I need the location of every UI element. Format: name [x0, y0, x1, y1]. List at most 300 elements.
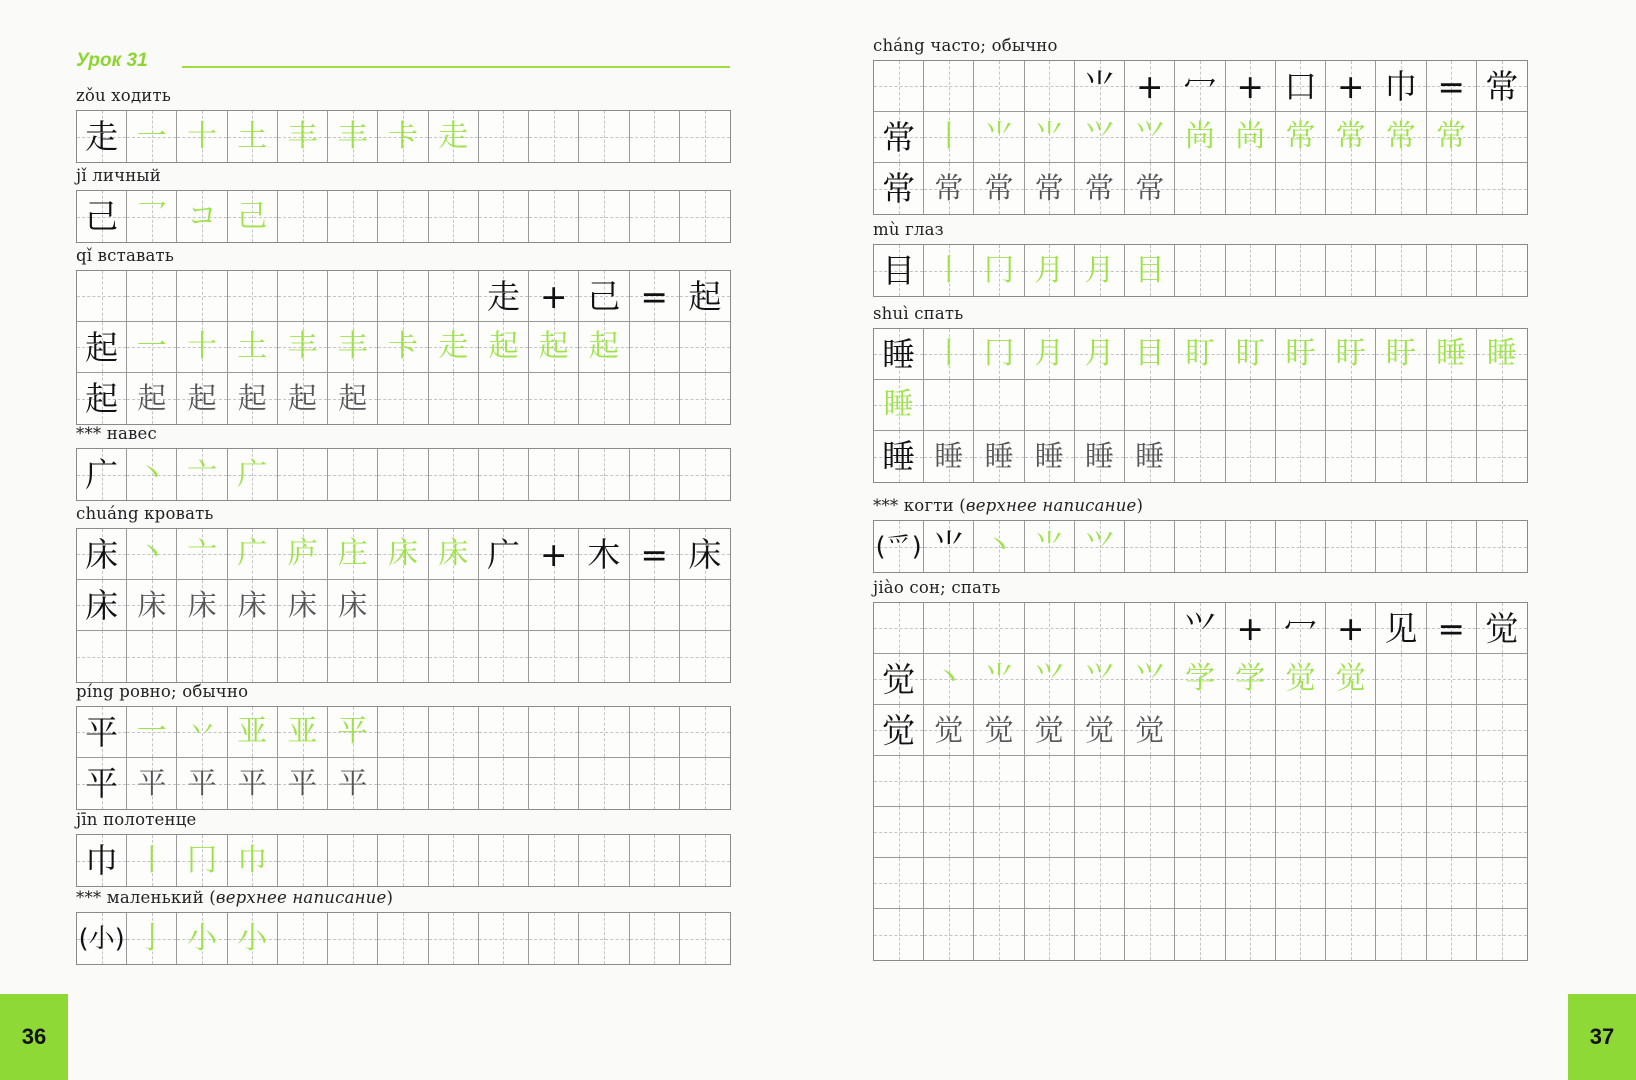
stroke-order-cell — [529, 322, 579, 373]
empty-practice-cell — [1326, 756, 1376, 807]
practice-grid — [873, 602, 1528, 961]
character-glyph: + — [1336, 608, 1365, 648]
empty-practice-cell — [1075, 756, 1125, 807]
model-character-cell — [579, 271, 629, 322]
empty-practice-cell — [1477, 909, 1527, 960]
stroke-order-cell — [177, 835, 227, 886]
empty-practice-cell — [479, 449, 529, 500]
stroke-order-cell — [1427, 329, 1477, 380]
empty-practice-cell — [1326, 705, 1376, 756]
character-glyph: ⺍ — [1183, 608, 1217, 648]
character-glyph: 一 — [136, 118, 167, 154]
model-character-cell — [1427, 603, 1477, 654]
empty-practice-cell — [529, 631, 579, 682]
empty-practice-cell — [529, 111, 579, 162]
empty-practice-cell — [328, 913, 378, 964]
empty-practice-cell — [1125, 521, 1175, 572]
character-glyph: = — [640, 534, 668, 574]
empty-practice-cell — [378, 449, 428, 500]
character-glyph: 觉 — [1034, 712, 1064, 747]
character-glyph: 觉 — [1335, 661, 1366, 696]
stroke-order-cell — [974, 245, 1024, 296]
empty-practice-cell — [579, 580, 629, 631]
empty-practice-cell — [680, 758, 730, 809]
empty-practice-cell — [1025, 807, 1075, 858]
empty-practice-cell — [1125, 858, 1175, 909]
model-character-cell — [529, 271, 579, 322]
trace-character-cell — [974, 431, 1024, 482]
character-glyph: 睡 — [883, 387, 914, 422]
empty-practice-cell — [630, 373, 680, 424]
character-glyph: 广 — [237, 456, 268, 492]
character-glyph: 常 — [1135, 171, 1165, 205]
practice-grid — [76, 834, 731, 887]
empty-practice-cell — [278, 835, 328, 886]
empty-practice-cell — [1326, 245, 1376, 296]
stroke-order-cell — [1125, 112, 1175, 163]
empty-practice-cell — [1477, 705, 1527, 756]
empty-practice-cell — [1276, 858, 1326, 909]
character-glyph: 广 — [85, 455, 119, 494]
empty-practice-cell — [479, 373, 529, 424]
empty-practice-cell — [529, 835, 579, 886]
empty-practice-cell — [378, 373, 428, 424]
stroke-order-cell — [177, 707, 227, 758]
practice-grid — [76, 110, 731, 163]
stroke-order-cell — [177, 111, 227, 162]
empty-practice-cell — [1075, 807, 1125, 858]
model-character-cell — [1326, 61, 1376, 112]
stroke-order-cell — [1025, 329, 1075, 380]
character-glyph: 走 — [486, 276, 520, 316]
empty-practice-cell — [1326, 431, 1376, 482]
character-glyph: 丨 — [136, 842, 167, 878]
entry-heading-text: mù глаз — [873, 220, 944, 239]
model-character-cell — [1175, 61, 1225, 112]
model-character-cell — [77, 373, 127, 424]
character-glyph: 起 — [85, 327, 119, 367]
model-character-cell — [1477, 61, 1527, 112]
empty-practice-cell — [1427, 858, 1477, 909]
stroke-order-cell — [228, 529, 278, 580]
model-character-cell — [680, 529, 730, 580]
character-glyph: 觉 — [934, 712, 964, 747]
character-glyph: 卡 — [387, 329, 418, 364]
stroke-order-cell — [278, 322, 328, 373]
empty-practice-cell — [1376, 909, 1426, 960]
character-glyph: 睡 — [1085, 439, 1115, 473]
character-glyph: 常 — [934, 171, 964, 205]
model-character-cell — [874, 431, 924, 482]
stroke-order-cell — [429, 529, 479, 580]
character-glyph: (爫) — [875, 531, 922, 562]
empty-practice-cell — [127, 271, 177, 322]
character-glyph: 床 — [85, 585, 119, 625]
entry-heading — [873, 304, 963, 323]
empty-practice-cell — [874, 61, 924, 112]
stroke-order-cell — [278, 529, 328, 580]
empty-practice-cell — [278, 913, 328, 964]
empty-practice-cell — [1427, 705, 1477, 756]
stroke-order-cell — [1376, 112, 1426, 163]
character-glyph: 觉 — [1085, 712, 1115, 747]
model-character-cell — [77, 191, 127, 242]
trace-character-cell — [924, 705, 974, 756]
character-glyph: 己 — [587, 276, 621, 316]
character-glyph: ⺌ — [1034, 119, 1065, 154]
character-glyph: 学 — [1184, 661, 1215, 696]
model-character-cell — [1326, 603, 1376, 654]
stroke-order-cell — [1276, 112, 1326, 163]
empty-practice-cell — [479, 580, 529, 631]
character-glyph: 冖 — [1183, 66, 1217, 106]
empty-practice-cell — [1477, 380, 1527, 431]
character-glyph: + — [1336, 66, 1365, 106]
empty-practice-cell — [1427, 521, 1477, 572]
character-glyph: 平 — [288, 766, 318, 800]
character-glyph: 尚 — [1184, 119, 1215, 154]
stroke-order-cell — [177, 449, 227, 500]
character-glyph: 床 — [387, 536, 418, 571]
empty-practice-cell — [1226, 431, 1276, 482]
model-character-cell — [630, 529, 680, 580]
model-character-cell — [1276, 603, 1326, 654]
character-glyph: 平 — [338, 766, 368, 800]
character-glyph: 巾 — [1384, 66, 1418, 106]
empty-practice-cell — [429, 758, 479, 809]
trace-character-cell — [278, 580, 328, 631]
empty-practice-cell — [924, 858, 974, 909]
character-glyph: 盱 — [1285, 336, 1316, 371]
character-glyph: 丰 — [337, 118, 368, 154]
empty-practice-cell — [1477, 112, 1527, 163]
trace-character-cell — [328, 580, 378, 631]
empty-practice-cell — [1276, 756, 1326, 807]
empty-practice-cell — [1376, 807, 1426, 858]
model-character-cell — [1376, 603, 1426, 654]
character-glyph: 丰 — [287, 329, 318, 364]
empty-practice-cell — [1376, 431, 1426, 482]
empty-practice-cell — [1025, 61, 1075, 112]
character-glyph: 小 — [237, 920, 268, 956]
character-glyph: ⺌ — [984, 661, 1015, 696]
empty-practice-cell — [479, 111, 529, 162]
entry-heading-text: píng ровно; обычно — [76, 682, 249, 701]
model-character-cell — [479, 529, 529, 580]
character-glyph: 见 — [1384, 608, 1418, 648]
character-glyph: 常 — [1285, 119, 1316, 154]
model-character-cell — [1125, 61, 1175, 112]
model-character-cell — [1427, 61, 1477, 112]
page-number-left: 36 — [0, 994, 68, 1080]
empty-practice-cell — [479, 631, 529, 682]
stroke-order-cell — [1226, 654, 1276, 705]
character-glyph: 睡 — [1486, 336, 1517, 371]
character-glyph: 盱 — [1385, 336, 1416, 371]
entry-heading-text: zǒu ходить — [76, 86, 172, 105]
character-glyph: 尚 — [1235, 119, 1266, 154]
empty-practice-cell — [328, 191, 378, 242]
stroke-order-cell — [579, 322, 629, 373]
empty-practice-cell — [680, 191, 730, 242]
empty-practice-cell — [1175, 245, 1225, 296]
character-glyph: 月 — [1084, 252, 1115, 288]
trace-character-cell — [1025, 163, 1075, 214]
page-number-right: 37 — [1568, 994, 1636, 1080]
empty-practice-cell — [680, 707, 730, 758]
character-glyph: 卡 — [387, 118, 418, 154]
empty-practice-cell — [924, 756, 974, 807]
empty-practice-cell — [1175, 521, 1225, 572]
stroke-order-cell — [228, 835, 278, 886]
empty-practice-cell — [378, 191, 428, 242]
empty-practice-cell — [479, 913, 529, 964]
character-glyph: 床 — [338, 587, 368, 622]
empty-practice-cell — [974, 858, 1024, 909]
empty-practice-cell — [429, 631, 479, 682]
stroke-order-cell — [1175, 329, 1225, 380]
character-glyph: ⺍ — [1084, 661, 1115, 696]
empty-practice-cell — [479, 835, 529, 886]
stroke-order-cell — [127, 529, 177, 580]
right-page — [818, 0, 1636, 1080]
stroke-order-cell — [1125, 245, 1175, 296]
empty-practice-cell — [1175, 163, 1225, 214]
practice-grid — [873, 520, 1528, 573]
empty-practice-cell — [77, 631, 127, 682]
empty-practice-cell — [874, 603, 924, 654]
empty-practice-cell — [974, 603, 1024, 654]
empty-practice-cell — [529, 707, 579, 758]
character-glyph: 床 — [237, 587, 267, 622]
lesson-title: Урок 31 — [76, 50, 148, 71]
character-glyph: = — [1437, 608, 1465, 648]
entry-heading-text: ) — [386, 888, 394, 907]
character-glyph: 目 — [1134, 336, 1165, 371]
empty-practice-cell — [77, 271, 127, 322]
character-glyph: 睡 — [934, 439, 964, 473]
empty-practice-cell — [328, 449, 378, 500]
empty-practice-cell — [680, 913, 730, 964]
empty-practice-cell — [1376, 245, 1426, 296]
empty-practice-cell — [1376, 380, 1426, 431]
character-glyph: 觉 — [1485, 608, 1519, 648]
trace-character-cell — [177, 580, 227, 631]
character-glyph: 冂 — [984, 252, 1015, 288]
empty-practice-cell — [529, 191, 579, 242]
empty-practice-cell — [1025, 909, 1075, 960]
trace-character-cell — [1025, 705, 1075, 756]
stroke-order-cell — [228, 322, 278, 373]
entry-heading — [76, 86, 171, 105]
empty-practice-cell — [1326, 521, 1376, 572]
stroke-order-cell — [479, 322, 529, 373]
stroke-order-cell — [378, 111, 428, 162]
character-glyph: 冂 — [984, 336, 1015, 371]
empty-practice-cell — [378, 835, 428, 886]
character-glyph: 走 — [85, 117, 119, 156]
model-character-cell — [77, 529, 127, 580]
character-glyph: + — [539, 276, 568, 316]
empty-practice-cell — [1075, 858, 1125, 909]
entry-heading — [873, 496, 1143, 515]
character-glyph: 己 — [85, 197, 119, 236]
empty-practice-cell — [1175, 909, 1225, 960]
empty-practice-cell — [328, 271, 378, 322]
character-glyph: 平 — [85, 764, 119, 803]
empty-practice-cell — [1226, 858, 1276, 909]
empty-practice-cell — [1125, 603, 1175, 654]
empty-practice-cell — [278, 449, 328, 500]
empty-practice-cell — [1477, 245, 1527, 296]
empty-practice-cell — [974, 380, 1024, 431]
stroke-order-cell — [328, 111, 378, 162]
character-glyph: 觉 — [984, 712, 1014, 747]
entry-heading — [76, 888, 393, 907]
character-glyph: 床 — [137, 587, 167, 622]
character-glyph: 月 — [1034, 336, 1065, 371]
character-glyph: ⺌ — [1034, 528, 1065, 564]
empty-practice-cell — [974, 807, 1024, 858]
empty-practice-cell — [1326, 380, 1376, 431]
stroke-order-cell — [1025, 245, 1075, 296]
empty-practice-cell — [278, 271, 328, 322]
trace-character-cell — [127, 580, 177, 631]
character-glyph: 觉 — [1285, 661, 1316, 696]
character-glyph: 起 — [85, 379, 119, 418]
character-glyph: 床 — [85, 534, 119, 574]
empty-practice-cell — [1276, 705, 1326, 756]
stroke-order-cell — [1326, 329, 1376, 380]
stroke-order-cell — [228, 449, 278, 500]
empty-practice-cell — [1276, 521, 1326, 572]
empty-practice-cell — [1376, 521, 1426, 572]
empty-practice-cell — [529, 758, 579, 809]
empty-practice-cell — [579, 373, 629, 424]
empty-practice-cell — [1025, 858, 1075, 909]
empty-practice-cell — [579, 449, 629, 500]
trace-character-cell — [1125, 163, 1175, 214]
character-glyph: 常 — [1335, 119, 1366, 154]
empty-practice-cell — [177, 271, 227, 322]
empty-practice-cell — [1276, 807, 1326, 858]
character-glyph: 睡 — [882, 437, 916, 476]
stroke-order-cell — [1125, 654, 1175, 705]
character-glyph: 丶 — [933, 661, 964, 696]
stroke-order-cell — [1175, 654, 1225, 705]
empty-practice-cell — [429, 449, 479, 500]
model-character-cell — [874, 705, 924, 756]
empty-practice-cell — [429, 707, 479, 758]
empty-practice-cell — [378, 580, 428, 631]
empty-practice-cell — [974, 909, 1024, 960]
entry-heading — [76, 810, 196, 829]
character-glyph: 起 — [488, 329, 519, 364]
character-glyph: (小) — [78, 923, 125, 954]
empty-practice-cell — [680, 322, 730, 373]
practice-grid — [76, 912, 731, 965]
trace-character-cell — [1075, 431, 1125, 482]
empty-practice-cell — [1075, 909, 1125, 960]
stroke-order-cell — [1075, 112, 1125, 163]
character-glyph: 盱 — [1335, 336, 1366, 371]
empty-practice-cell — [479, 191, 529, 242]
empty-practice-cell — [177, 631, 227, 682]
empty-practice-cell — [429, 373, 479, 424]
empty-practice-cell — [1075, 380, 1125, 431]
character-glyph: 丰 — [337, 329, 368, 364]
stroke-order-cell — [228, 707, 278, 758]
character-glyph: 口 — [1283, 66, 1317, 106]
lesson-title-rule — [182, 66, 730, 68]
character-glyph: 学 — [1235, 661, 1266, 696]
character-glyph: 常 — [882, 117, 916, 157]
character-glyph: 广 — [486, 534, 520, 574]
character-glyph: ⺌ — [984, 119, 1015, 154]
empty-practice-cell — [1125, 756, 1175, 807]
empty-practice-cell — [1477, 807, 1527, 858]
practice-grid — [76, 190, 731, 243]
stroke-order-cell — [924, 112, 974, 163]
stroke-order-cell — [429, 322, 479, 373]
stroke-order-cell — [1075, 521, 1125, 572]
stroke-order-cell — [177, 913, 227, 964]
character-glyph: 亚 — [237, 714, 268, 749]
stroke-order-cell — [278, 111, 328, 162]
stroke-order-cell — [378, 322, 428, 373]
empty-practice-cell — [924, 61, 974, 112]
stroke-order-cell — [1075, 329, 1125, 380]
model-character-cell — [479, 271, 529, 322]
empty-practice-cell — [127, 631, 177, 682]
empty-practice-cell — [1427, 654, 1477, 705]
stroke-order-cell — [1025, 521, 1075, 572]
empty-practice-cell — [1276, 431, 1326, 482]
character-glyph: 床 — [288, 587, 318, 622]
stroke-order-cell — [1276, 329, 1326, 380]
character-glyph: 丶 — [136, 456, 167, 492]
stroke-order-cell — [127, 449, 177, 500]
empty-practice-cell — [278, 191, 328, 242]
trace-character-cell — [974, 705, 1024, 756]
empty-practice-cell — [1226, 756, 1276, 807]
character-glyph: 丨 — [933, 336, 964, 371]
empty-practice-cell — [579, 111, 629, 162]
character-glyph: ⺍ — [1084, 119, 1115, 154]
model-character-cell — [874, 245, 924, 296]
character-glyph: 土 — [237, 118, 268, 154]
model-character-cell — [1376, 61, 1426, 112]
empty-practice-cell — [1427, 245, 1477, 296]
stroke-order-cell — [924, 245, 974, 296]
stroke-order-cell — [924, 329, 974, 380]
character-glyph: 十 — [187, 329, 218, 364]
stroke-order-cell — [1226, 112, 1276, 163]
empty-practice-cell — [429, 271, 479, 322]
empty-practice-cell — [1226, 245, 1276, 296]
character-glyph: 丨 — [933, 252, 964, 288]
empty-practice-cell — [579, 913, 629, 964]
stroke-order-cell — [1276, 654, 1326, 705]
entry-heading — [873, 578, 1001, 597]
character-glyph: 床 — [438, 536, 469, 571]
trace-character-cell — [328, 373, 378, 424]
trace-character-cell — [127, 373, 177, 424]
empty-practice-cell — [630, 631, 680, 682]
empty-practice-cell — [529, 913, 579, 964]
character-glyph: 亅 — [136, 920, 167, 956]
empty-practice-cell — [1477, 756, 1527, 807]
